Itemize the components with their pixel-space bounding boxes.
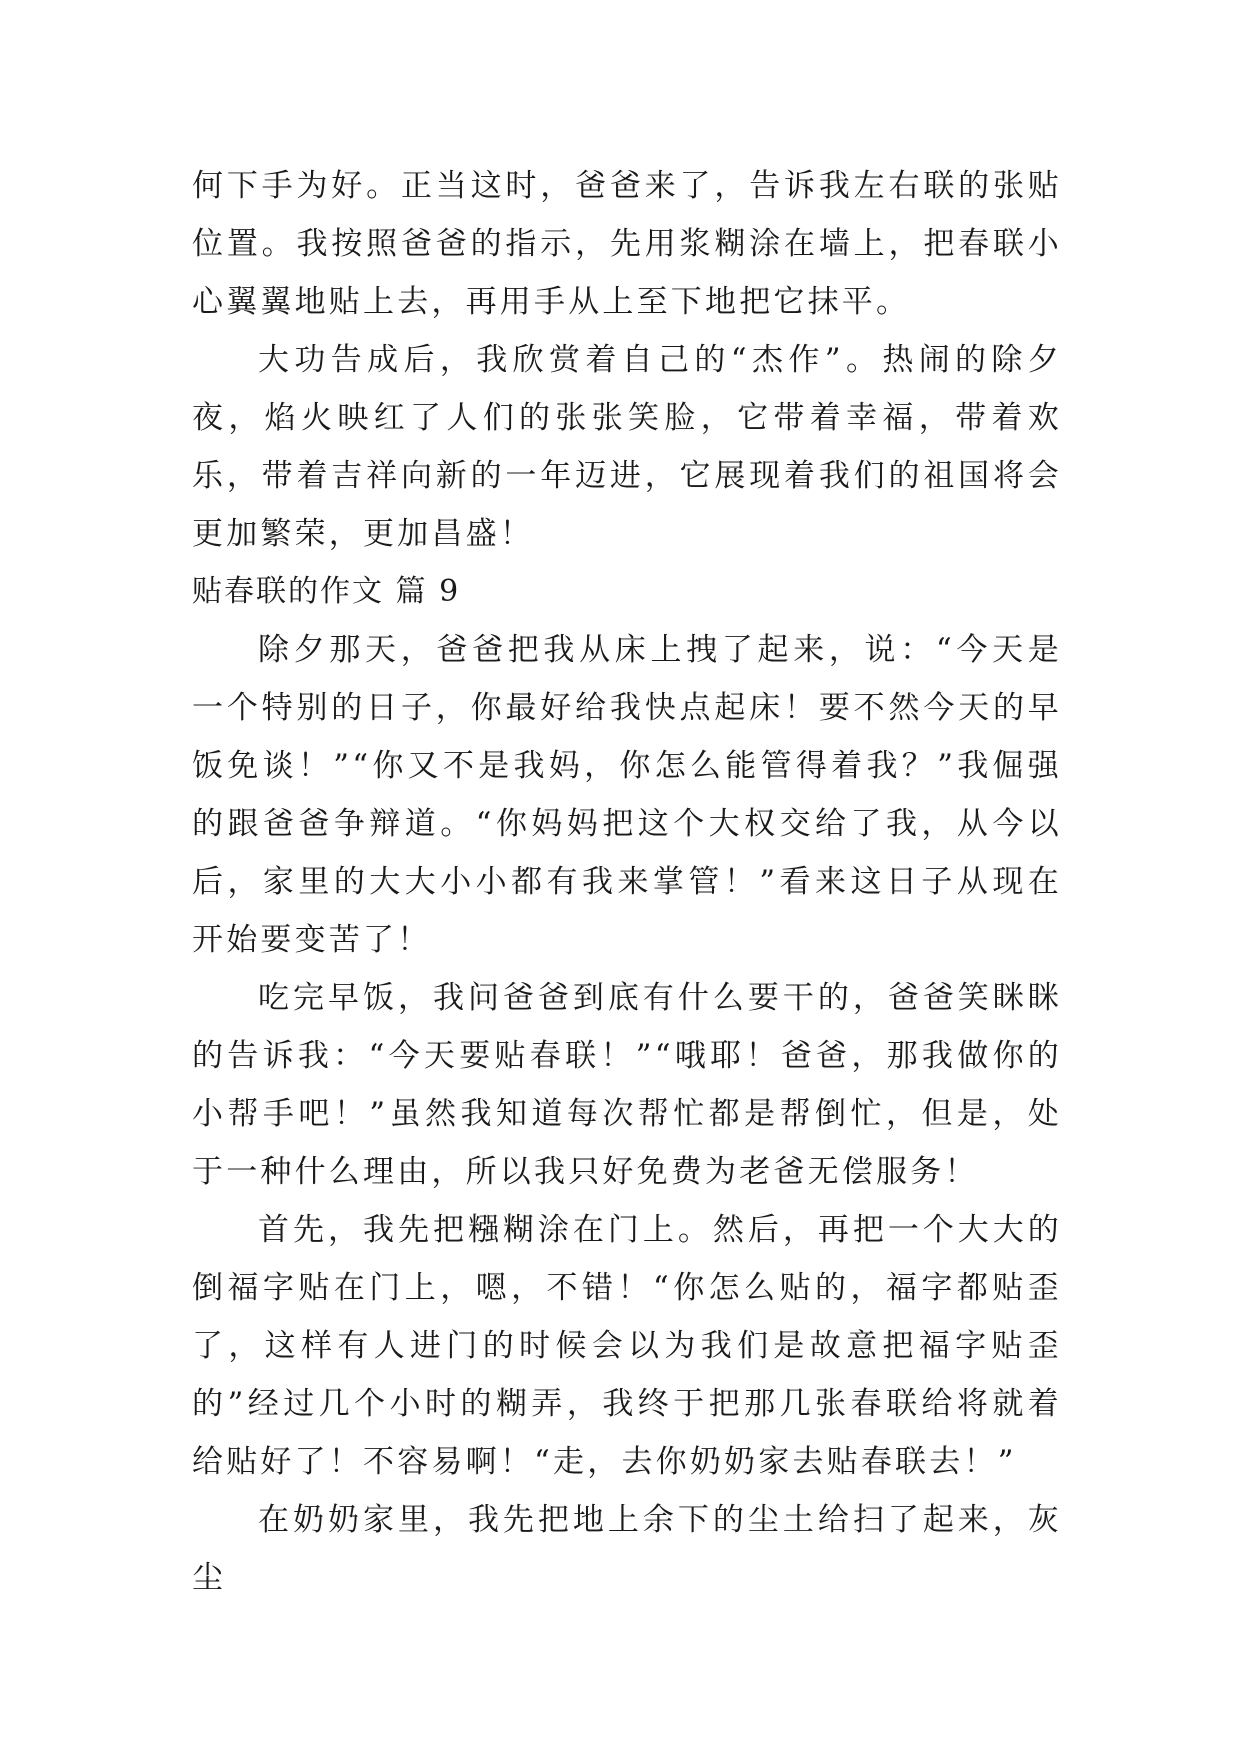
paragraph: 首先，我先把糨糊涂在门上。然后，再把一个大大的倒福字贴在门上，嗯，不错！“你怎么贴的，福字都贴歪了，这样有人进门的时候会以为我们是故意把福字贴歪的”经过几个小时的糊弄，我终于把那几张春联给将就着给贴好了！不容易啊！“走，去你奶奶家去贴春联去！”: [192, 1212, 1062, 1480]
paragraph: 吃完早饭，我问爸爸到底有什么要干的，爸爸笑眯眯的告诉我：“今天要贴春联！”“哦耶！爸爸，那我做你的小帮手吧！”虽然我知道每次帮忙都是帮倒忙，但是，处于一种什么理由，所以我只好免费为老爸无偿服务！: [192, 980, 1062, 1190]
paragraph: 除夕那天，爸爸把我从床上拽了起来，说：“今天是一个特别的日子，你最好给我快点起床！要不然今天的早饭免谈！”“你又不是我妈，你怎么能管得着我？”我倔强的跟爸爸争辩道。“你妈妈把这个大权交给了我，从今以后，家里的大大小小都有我来掌管！”看来这日子从现在开始要变苦了！: [192, 632, 1062, 958]
document-body: [192, 157, 1062, 1607]
section-heading: 贴春联的作文 篇 9: [192, 574, 461, 609]
paragraph-continuation: 何下手为好。正当这时，爸爸来了，告诉我左右联的张贴位置。我按照爸爸的指示，先用浆糊涂在墙上，把春联小心翼翼地贴上去，再用手从上至下地把它抹平。: [192, 168, 1062, 320]
paragraph-conclusion: 大功告成后，我欣赏着自己的“杰作”。热闹的除夕夜，焰火映红了人们的张张笑脸，它带着幸福，带着欢乐，带着吉祥向新的一年迈进，它展现着我们的祖国将会更加繁荣，更加昌盛！: [192, 342, 1062, 552]
paragraph: 在奶奶家里，我先把地上余下的尘土给扫了起来，灰尘: [192, 1502, 1062, 1596]
